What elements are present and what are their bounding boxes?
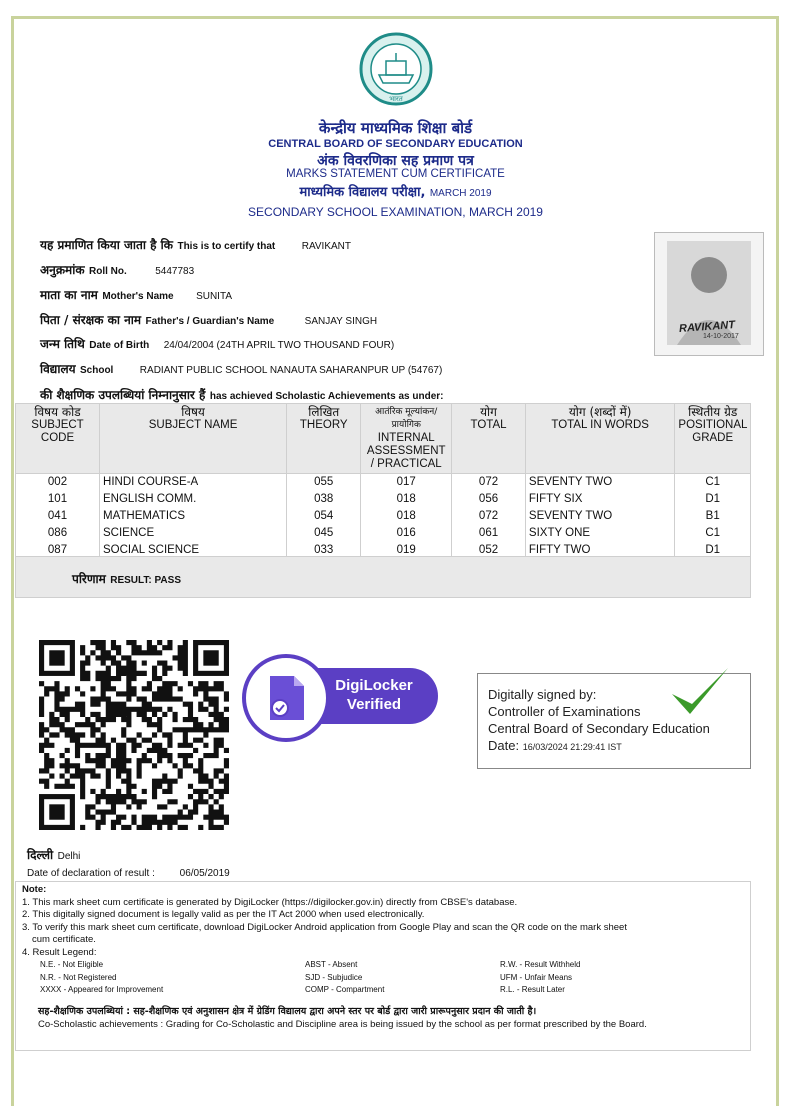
cell-code: 002 (16, 474, 100, 492)
father-name: SANJAY SINGH (304, 316, 378, 327)
legend-item: N.R. - Not Registered (40, 972, 117, 982)
legend-item: UFM - Unfair Means (500, 972, 573, 982)
signature-date-label: Date: (488, 738, 520, 753)
result-box (15, 556, 751, 598)
cell-internal: 016 (361, 525, 452, 542)
legend-item: XXXX - Appeared for Improvement (40, 985, 164, 994)
coscholastic-hindi: सह-शैक्षणिक उपलब्धियां : सह-शैक्षणिक एवं अनुशासन क्षेत्र में ग्रेडिंग विद्यालय द्वारा अपने स्तर पर बोर्ड द्वारा जारी प्रारूपनुसार प्रदान की जाती है। (38, 1006, 537, 1017)
signature-line2: Controller of Examinations (488, 704, 641, 719)
signature-line3: Central Board of Secondary Education (488, 721, 710, 736)
exam-title-hindi-date: MARCH 2019 (429, 188, 492, 199)
legend-item: R.W. - Result Withheld (500, 960, 581, 969)
father-row (40, 311, 377, 329)
cell-grade: D1 (675, 491, 751, 508)
board-name-english: CENTRAL BOARD OF SECONDARY EDUCATION (268, 138, 523, 150)
certify-hindi: यह प्रमाणित किया जाता है कि (40, 238, 174, 252)
achievement-english: has achieved Scholastic Achievements as under: (209, 391, 444, 402)
header-subject-code: विषय कोड SUBJECT CODE (16, 404, 100, 474)
roll-number: 5447783 (155, 266, 195, 277)
header-total: योग TOTAL (452, 404, 526, 474)
note-item: 1. This mark sheet cum certificate is generated by DigiLocker (https://digilocker.gov.in) directly from CBSE's database. (22, 896, 518, 908)
mother-english: Mother's Name (102, 291, 174, 302)
coscholastic-english: Co-Scholastic achievements : Grading for Co-Scholastic and Discipline area is being issued by the school as per format prescribed by the Board. (38, 1018, 647, 1030)
cell-total: 056 (452, 491, 526, 508)
cell-theory: 054 (287, 508, 361, 525)
logo-text: भारत (389, 95, 403, 103)
header-positional-grade: स्थितीय ग्रेड POSITIONAL GRADE (675, 404, 751, 474)
school-english: School (80, 365, 114, 376)
note-item: 2. This digitally signed document is legally valid as per the IT Act 2000 when used electronically. (22, 909, 425, 920)
cell-words: FIFTY SIX (525, 491, 675, 508)
cell-internal: 017 (361, 474, 452, 492)
note-item: cum certificate. (32, 934, 96, 945)
header-theory: लिखित THEORY (287, 404, 361, 474)
cell-total: 072 (452, 474, 526, 492)
dob-english: Date of Birth (89, 340, 150, 351)
cell-subject: SOCIAL SCIENCE (100, 542, 287, 559)
table-row (16, 474, 751, 492)
dob-row (40, 335, 394, 353)
signature-line1: Digitally signed by: (488, 687, 597, 702)
cell-subject: ENGLISH COMM. (100, 491, 287, 508)
candidate-photo (654, 232, 764, 356)
cell-grade: C1 (675, 525, 751, 542)
digilocker-line1: DigiLocker (335, 677, 413, 694)
candidate-name: RAVIKANT (301, 241, 351, 252)
certify-row (40, 236, 351, 254)
table-row (16, 491, 751, 508)
declaration-label: Date of declaration of result : (27, 868, 155, 879)
header-subject-name: विषय SUBJECT NAME (100, 404, 287, 474)
cell-words: FIFTY TWO (525, 542, 675, 559)
mother-row (40, 286, 232, 304)
place-english: Delhi (57, 851, 81, 862)
roll-row (40, 261, 194, 279)
cell-code: 086 (16, 525, 100, 542)
photo-date: 14-10-2017 (703, 333, 739, 340)
cell-theory: 033 (287, 542, 361, 559)
legend-item: ABST - Absent (305, 960, 358, 969)
qr-code-icon[interactable] (39, 640, 229, 830)
cell-internal: 018 (361, 491, 452, 508)
digilocker-label (316, 676, 432, 714)
cell-subject: SCIENCE (100, 525, 287, 542)
cell-grade: B1 (675, 508, 751, 525)
exam-title-hindi: माध्यमिक विद्यालय परीक्षा, (299, 185, 426, 200)
cell-words: SEVENTY TWO (525, 508, 675, 525)
certificate-title-english: MARKS STATEMENT CUM CERTIFICATE (286, 168, 505, 180)
certificate-title-hindi: अंक विवरणिका सह प्रमाण पत्र (317, 153, 474, 169)
cell-theory: 038 (287, 491, 361, 508)
declaration-row (27, 868, 230, 879)
table-header-row (16, 404, 751, 474)
exam-title-english: SECONDARY SCHOOL EXAMINATION, MARCH 2019 (248, 205, 543, 219)
cell-internal: 019 (361, 542, 452, 559)
cell-theory: 055 (287, 474, 361, 492)
mother-hindi: माता का नाम (40, 288, 98, 302)
result-hindi: परिणाम (72, 572, 106, 586)
declaration-date: 06/05/2019 (179, 868, 230, 879)
roll-hindi: अनुक्रमांक (40, 263, 85, 277)
legend-item: N.E. - Not Eligible (40, 960, 104, 969)
signature-date: 16/03/2024 21:29:41 IST (522, 742, 622, 752)
note-item: 4. Result Legend: (22, 946, 97, 958)
cell-theory: 045 (287, 525, 361, 542)
place-hindi: दिल्ली (27, 848, 54, 862)
cell-subject: MATHEMATICS (100, 508, 287, 525)
cell-words: SEVENTY TWO (525, 474, 675, 492)
digilocker-line2: Verified (346, 696, 402, 713)
dob-hindi: जन्म तिथि (40, 337, 85, 351)
achievement-row (40, 386, 443, 404)
certify-english: This is to certify that (177, 241, 276, 252)
header-total-words: योग (शब्दों में) TOTAL IN WORDS (525, 404, 675, 474)
result-row (72, 570, 181, 588)
cell-total: 061 (452, 525, 526, 542)
table-row (16, 508, 751, 525)
notes-box (15, 881, 751, 1051)
mother-name: SUNITA (196, 291, 232, 302)
header-internal: आतंरिक मूल्यांकन/प्रायोगिक INTERNAL ASSESSMENT / PRACTICAL (361, 404, 452, 474)
legend-item: R.L. - Result Later (500, 985, 565, 994)
achievement-hindi: की शैक्षणिक उपलब्धियां निम्नानुसार हैं (40, 388, 206, 402)
cell-internal: 018 (361, 508, 452, 525)
cell-grade: C1 (675, 474, 751, 492)
legend-item: SJD - Subjudice (305, 972, 363, 982)
school-row (40, 360, 442, 378)
board-name-hindi: केन्द्रीय माध्यमिक शिक्षा बोर्ड (318, 119, 473, 137)
cell-total: 052 (452, 542, 526, 559)
checkmark-icon (668, 664, 732, 724)
place-row (27, 846, 80, 864)
father-hindi: पिता / संरक्षक का नाम (40, 313, 142, 327)
legend-item: COMP - Compartment (305, 985, 385, 994)
marks-table (15, 403, 751, 559)
note-item: 3. To verify this mark sheet cum certificate, download DigiLocker Android application from Google Play and scan the QR code on the mark sheet (22, 921, 627, 933)
cell-grade: D1 (675, 542, 751, 559)
school-hindi: विद्यालय (40, 362, 76, 376)
photo-caption: RAVIKANT (678, 319, 736, 335)
cell-code: 087 (16, 542, 100, 559)
cell-subject: HINDI COURSE-A (100, 474, 287, 492)
cell-code: 101 (16, 491, 100, 508)
date-of-birth: 24/04/2004 (24TH APRIL TWO THOUSAND FOUR) (163, 340, 395, 351)
exam-title-hindi-row (0, 182, 791, 201)
father-english: Father's / Guardian's Name (145, 316, 275, 327)
table-row (16, 525, 751, 542)
cell-total: 072 (452, 508, 526, 525)
cell-words: SIXTY ONE (525, 525, 675, 542)
result-english: RESULT: PASS (110, 575, 181, 586)
cell-code: 041 (16, 508, 100, 525)
school-name: RADIANT PUBLIC SCHOOL NANAUTA SAHARANPUR UP (54767) (139, 365, 443, 376)
result-legend (22, 959, 744, 997)
roll-english: Roll No. (89, 266, 127, 277)
note-title: Note: (22, 884, 47, 895)
cbse-logo-icon (357, 31, 435, 111)
